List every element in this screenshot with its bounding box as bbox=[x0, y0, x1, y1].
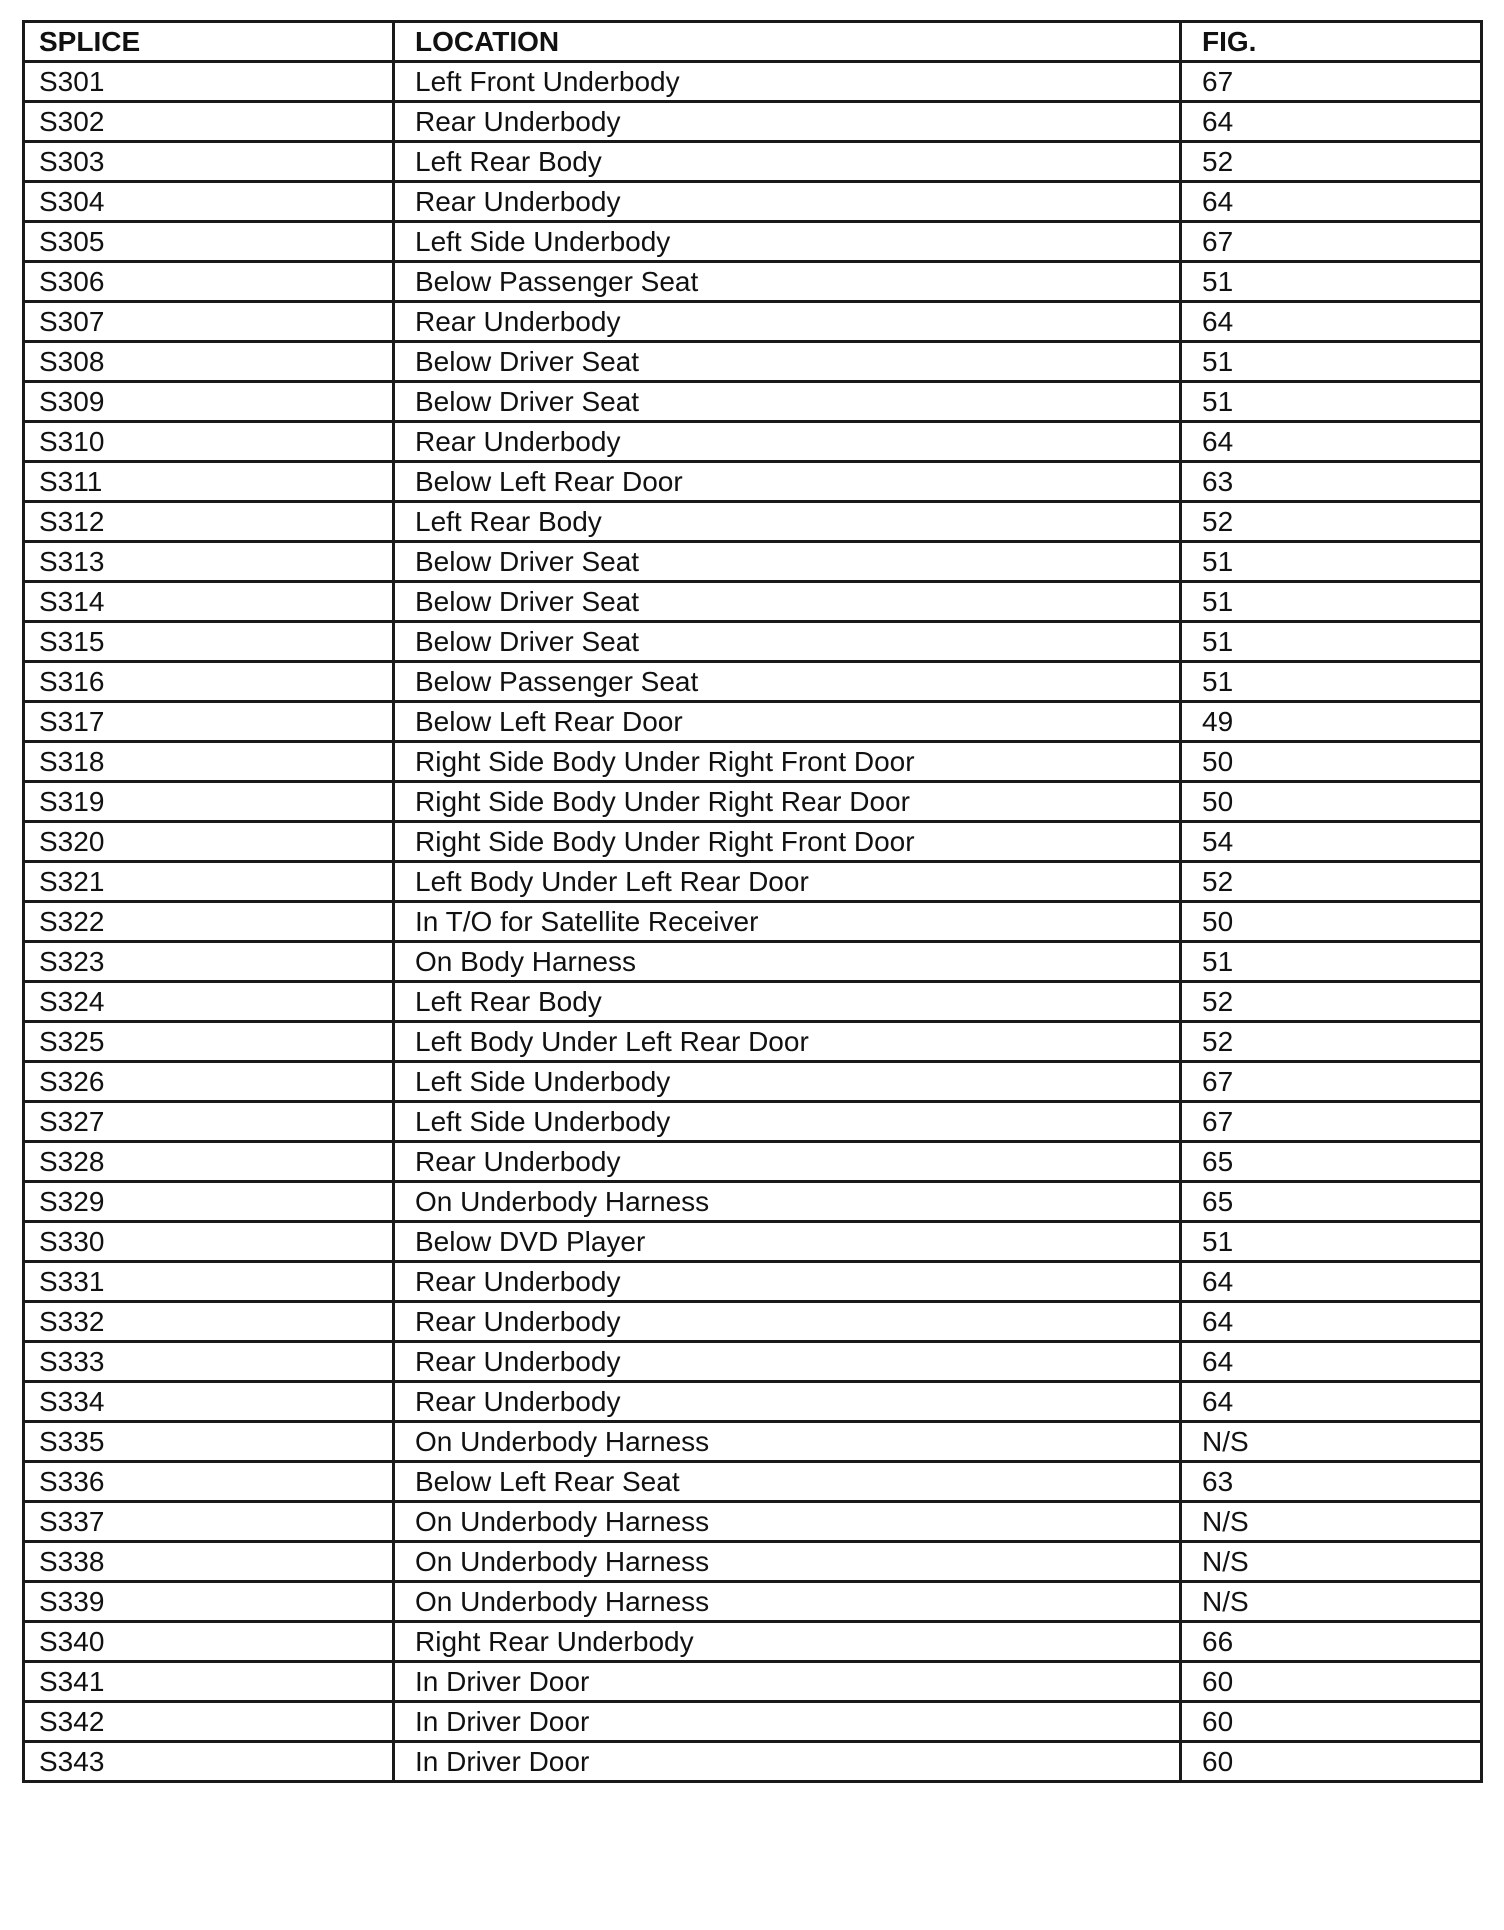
table-row bbox=[24, 1102, 1482, 1142]
cell-fig: 64 bbox=[1181, 302, 1482, 342]
cell-fig: 51 bbox=[1181, 262, 1482, 302]
cell-fig: 67 bbox=[1181, 62, 1482, 102]
cell-fig: 51 bbox=[1181, 942, 1482, 982]
table-row bbox=[24, 1542, 1482, 1582]
cell-splice: S310 bbox=[24, 422, 394, 462]
cell-fig: 67 bbox=[1181, 222, 1482, 262]
cell-fig: 64 bbox=[1181, 182, 1482, 222]
table-row bbox=[24, 1742, 1482, 1782]
cell-fig: 52 bbox=[1181, 502, 1482, 542]
cell-fig: N/S bbox=[1181, 1582, 1482, 1622]
cell-splice: S314 bbox=[24, 582, 394, 622]
cell-splice: S329 bbox=[24, 1182, 394, 1222]
table-row bbox=[24, 1622, 1482, 1662]
cell-splice: S330 bbox=[24, 1222, 394, 1262]
cell-location: Below Driver Seat bbox=[394, 622, 1181, 662]
cell-fig: N/S bbox=[1181, 1542, 1482, 1582]
cell-location: Rear Underbody bbox=[394, 102, 1181, 142]
cell-splice: S302 bbox=[24, 102, 394, 142]
table-row bbox=[24, 342, 1482, 382]
cell-location: On Underbody Harness bbox=[394, 1502, 1181, 1542]
splice-location-table bbox=[22, 20, 1483, 1783]
cell-splice: S326 bbox=[24, 1062, 394, 1102]
cell-fig: 50 bbox=[1181, 902, 1482, 942]
cell-location: Below Left Rear Door bbox=[394, 702, 1181, 742]
cell-fig: 64 bbox=[1181, 422, 1482, 462]
cell-splice: S325 bbox=[24, 1022, 394, 1062]
cell-splice: S316 bbox=[24, 662, 394, 702]
cell-location: Left Side Underbody bbox=[394, 1102, 1181, 1142]
cell-location: Below Driver Seat bbox=[394, 382, 1181, 422]
table-row bbox=[24, 1462, 1482, 1502]
cell-splice: S340 bbox=[24, 1622, 394, 1662]
cell-splice: S315 bbox=[24, 622, 394, 662]
cell-fig: 52 bbox=[1181, 142, 1482, 182]
header-fig: FIG. bbox=[1181, 22, 1482, 62]
table-row bbox=[24, 1582, 1482, 1622]
cell-splice: S321 bbox=[24, 862, 394, 902]
cell-fig: 66 bbox=[1181, 1622, 1482, 1662]
cell-fig: 51 bbox=[1181, 342, 1482, 382]
cell-splice: S320 bbox=[24, 822, 394, 862]
table-row bbox=[24, 1262, 1482, 1302]
cell-fig: 50 bbox=[1181, 782, 1482, 822]
cell-splice: S335 bbox=[24, 1422, 394, 1462]
cell-splice: S308 bbox=[24, 342, 394, 382]
cell-location: Right Side Body Under Right Rear Door bbox=[394, 782, 1181, 822]
cell-splice: S319 bbox=[24, 782, 394, 822]
cell-splice: S304 bbox=[24, 182, 394, 222]
table-row bbox=[24, 222, 1482, 262]
cell-fig: 54 bbox=[1181, 822, 1482, 862]
cell-splice: S332 bbox=[24, 1302, 394, 1342]
cell-location: Rear Underbody bbox=[394, 1342, 1181, 1382]
table-row bbox=[24, 542, 1482, 582]
table-row bbox=[24, 142, 1482, 182]
table-row bbox=[24, 262, 1482, 302]
cell-location: Left Front Underbody bbox=[394, 62, 1181, 102]
cell-splice: S303 bbox=[24, 142, 394, 182]
cell-splice: S334 bbox=[24, 1382, 394, 1422]
cell-location: Rear Underbody bbox=[394, 422, 1181, 462]
cell-location: In Driver Door bbox=[394, 1702, 1181, 1742]
cell-fig: 64 bbox=[1181, 1342, 1482, 1382]
cell-splice: S313 bbox=[24, 542, 394, 582]
header-location: LOCATION bbox=[394, 22, 1181, 62]
cell-fig: 49 bbox=[1181, 702, 1482, 742]
cell-location: On Underbody Harness bbox=[394, 1182, 1181, 1222]
cell-fig: 64 bbox=[1181, 1302, 1482, 1342]
cell-splice: S306 bbox=[24, 262, 394, 302]
table-row bbox=[24, 902, 1482, 942]
cell-splice: S317 bbox=[24, 702, 394, 742]
table-row bbox=[24, 1702, 1482, 1742]
table-row bbox=[24, 622, 1482, 662]
table-row bbox=[24, 502, 1482, 542]
cell-splice: S337 bbox=[24, 1502, 394, 1542]
cell-splice: S343 bbox=[24, 1742, 394, 1782]
cell-location: In Driver Door bbox=[394, 1662, 1181, 1702]
table-row bbox=[24, 1022, 1482, 1062]
cell-location: Below Left Rear Seat bbox=[394, 1462, 1181, 1502]
cell-fig: 51 bbox=[1181, 622, 1482, 662]
cell-location: Rear Underbody bbox=[394, 1302, 1181, 1342]
table-row bbox=[24, 742, 1482, 782]
table-header-row bbox=[24, 22, 1482, 62]
cell-location: Left Body Under Left Rear Door bbox=[394, 862, 1181, 902]
cell-location: Below Passenger Seat bbox=[394, 662, 1181, 702]
table-row bbox=[24, 862, 1482, 902]
table-body bbox=[24, 62, 1482, 1782]
table-row bbox=[24, 382, 1482, 422]
cell-location: In Driver Door bbox=[394, 1742, 1181, 1782]
header-splice: SPLICE bbox=[24, 22, 394, 62]
cell-splice: S331 bbox=[24, 1262, 394, 1302]
cell-fig: N/S bbox=[1181, 1422, 1482, 1462]
table-row bbox=[24, 662, 1482, 702]
cell-location: Left Side Underbody bbox=[394, 222, 1181, 262]
table-row bbox=[24, 1422, 1482, 1462]
cell-location: Left Rear Body bbox=[394, 142, 1181, 182]
cell-splice: S311 bbox=[24, 462, 394, 502]
table-row bbox=[24, 1342, 1482, 1382]
table-row bbox=[24, 782, 1482, 822]
cell-splice: S342 bbox=[24, 1702, 394, 1742]
cell-location: On Body Harness bbox=[394, 942, 1181, 982]
cell-location: Below Passenger Seat bbox=[394, 262, 1181, 302]
cell-fig: 51 bbox=[1181, 662, 1482, 702]
cell-fig: 60 bbox=[1181, 1702, 1482, 1742]
cell-splice: S301 bbox=[24, 62, 394, 102]
table-row bbox=[24, 1142, 1482, 1182]
table-row bbox=[24, 62, 1482, 102]
table-row bbox=[24, 182, 1482, 222]
table-row bbox=[24, 942, 1482, 982]
cell-location: Below Left Rear Door bbox=[394, 462, 1181, 502]
cell-splice: S309 bbox=[24, 382, 394, 422]
table-row bbox=[24, 422, 1482, 462]
cell-fig: 51 bbox=[1181, 382, 1482, 422]
cell-fig: 51 bbox=[1181, 542, 1482, 582]
table-row bbox=[24, 582, 1482, 622]
table-row bbox=[24, 462, 1482, 502]
cell-splice: S338 bbox=[24, 1542, 394, 1582]
cell-splice: S324 bbox=[24, 982, 394, 1022]
cell-splice: S323 bbox=[24, 942, 394, 982]
table-row bbox=[24, 702, 1482, 742]
cell-splice: S341 bbox=[24, 1662, 394, 1702]
cell-location: Rear Underbody bbox=[394, 182, 1181, 222]
cell-location: On Underbody Harness bbox=[394, 1582, 1181, 1622]
cell-splice: S327 bbox=[24, 1102, 394, 1142]
table-row bbox=[24, 1502, 1482, 1542]
table-row bbox=[24, 1662, 1482, 1702]
table-row bbox=[24, 102, 1482, 142]
cell-splice: S333 bbox=[24, 1342, 394, 1382]
table-row bbox=[24, 1302, 1482, 1342]
cell-fig: 52 bbox=[1181, 862, 1482, 902]
cell-location: On Underbody Harness bbox=[394, 1422, 1181, 1462]
cell-fig: 52 bbox=[1181, 982, 1482, 1022]
cell-splice: S336 bbox=[24, 1462, 394, 1502]
cell-fig: 60 bbox=[1181, 1662, 1482, 1702]
cell-fig: N/S bbox=[1181, 1502, 1482, 1542]
cell-fig: 52 bbox=[1181, 1022, 1482, 1062]
cell-location: On Underbody Harness bbox=[394, 1542, 1181, 1582]
cell-location: In T/O for Satellite Receiver bbox=[394, 902, 1181, 942]
cell-location: Right Side Body Under Right Front Door bbox=[394, 742, 1181, 782]
cell-location: Rear Underbody bbox=[394, 1262, 1181, 1302]
cell-fig: 67 bbox=[1181, 1102, 1482, 1142]
cell-splice: S307 bbox=[24, 302, 394, 342]
table-row bbox=[24, 822, 1482, 862]
cell-splice: S322 bbox=[24, 902, 394, 942]
table-row bbox=[24, 1382, 1482, 1422]
table-row bbox=[24, 1222, 1482, 1262]
cell-location: Left Body Under Left Rear Door bbox=[394, 1022, 1181, 1062]
cell-location: Below Driver Seat bbox=[394, 342, 1181, 382]
cell-splice: S328 bbox=[24, 1142, 394, 1182]
cell-fig: 65 bbox=[1181, 1142, 1482, 1182]
cell-fig: 64 bbox=[1181, 1262, 1482, 1302]
cell-location: Rear Underbody bbox=[394, 1382, 1181, 1422]
cell-location: Left Rear Body bbox=[394, 502, 1181, 542]
cell-location: Below DVD Player bbox=[394, 1222, 1181, 1262]
cell-splice: S318 bbox=[24, 742, 394, 782]
cell-location: Right Side Body Under Right Front Door bbox=[394, 822, 1181, 862]
table-row bbox=[24, 302, 1482, 342]
cell-location: Below Driver Seat bbox=[394, 582, 1181, 622]
cell-fig: 51 bbox=[1181, 1222, 1482, 1262]
cell-fig: 60 bbox=[1181, 1742, 1482, 1782]
cell-fig: 64 bbox=[1181, 102, 1482, 142]
cell-location: Right Rear Underbody bbox=[394, 1622, 1181, 1662]
cell-fig: 63 bbox=[1181, 462, 1482, 502]
cell-splice: S312 bbox=[24, 502, 394, 542]
table-row bbox=[24, 1062, 1482, 1102]
cell-fig: 63 bbox=[1181, 1462, 1482, 1502]
cell-fig: 51 bbox=[1181, 582, 1482, 622]
cell-fig: 67 bbox=[1181, 1062, 1482, 1102]
cell-splice: S305 bbox=[24, 222, 394, 262]
cell-fig: 65 bbox=[1181, 1182, 1482, 1222]
cell-location: Rear Underbody bbox=[394, 302, 1181, 342]
cell-fig: 64 bbox=[1181, 1382, 1482, 1422]
cell-splice: S339 bbox=[24, 1582, 394, 1622]
cell-location: Rear Underbody bbox=[394, 1142, 1181, 1182]
cell-location: Left Rear Body bbox=[394, 982, 1181, 1022]
table-row bbox=[24, 1182, 1482, 1222]
cell-location: Below Driver Seat bbox=[394, 542, 1181, 582]
cell-fig: 50 bbox=[1181, 742, 1482, 782]
table-row bbox=[24, 982, 1482, 1022]
cell-location: Left Side Underbody bbox=[394, 1062, 1181, 1102]
